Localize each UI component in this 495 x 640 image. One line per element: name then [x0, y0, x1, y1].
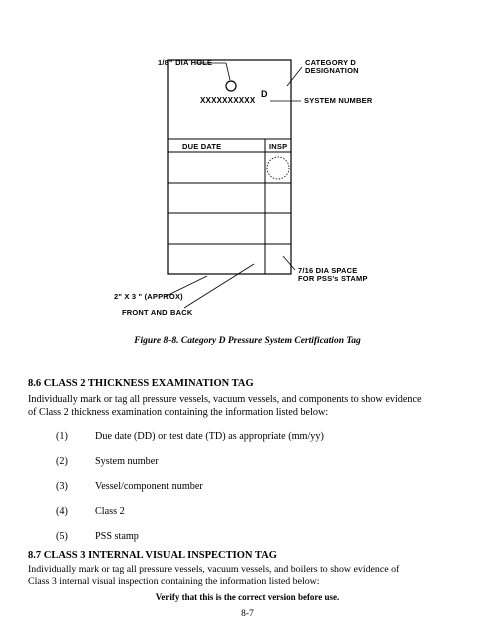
section-8-6-heading: 8.6 CLASS 2 THICKNESS EXAMINATION TAG	[28, 378, 254, 389]
front-back-leader	[184, 264, 254, 308]
list-item-text: System number	[95, 456, 159, 467]
list-item-number: (5)	[56, 531, 68, 542]
section-8-7-intro-line2: Class 3 internal visual inspection containing the information listed below:	[28, 576, 320, 587]
stamp-label-line1: 7/16 DIA SPACE	[298, 266, 358, 275]
stamp-label-line2: FOR PSS's STAMP	[298, 274, 368, 283]
category-leader	[287, 67, 302, 86]
category-label-line2: DESIGNATION	[305, 66, 359, 75]
list-item-number: (2)	[56, 456, 68, 467]
list-item-text: PSS stamp	[95, 531, 139, 542]
category-letter: D	[261, 89, 268, 99]
front-back-label: FRONT AND BACK	[122, 308, 193, 317]
stamp-circle	[267, 157, 289, 179]
verify-version-notice: Verify that this is the correct version before use.	[155, 592, 340, 602]
hole-label: 1/8" DIA HOLE	[158, 58, 213, 67]
size-label: 2" X 3 " (APPROX)	[114, 292, 183, 301]
list-item-text: Vessel/component number	[95, 481, 203, 492]
section-8-7-heading: 8.7 CLASS 3 INTERNAL VISUAL INSPECTION TAG	[28, 550, 277, 561]
system-number-placeholder: XXXXXXXXXX	[200, 96, 256, 105]
section-8-6-intro-line1: Individually mark or tag all pressure vessels, vacuum vessels, and components to show evidence	[28, 394, 422, 405]
tag-outline	[168, 60, 291, 274]
system-number-label: SYSTEM NUMBER	[304, 96, 373, 105]
section-8-6-intro-line2: of Class 2 thickness examination containing the information listed below:	[28, 407, 329, 418]
hole-leader	[226, 63, 230, 80]
hole-circle	[226, 81, 236, 91]
page-number: 8-7	[241, 609, 254, 619]
due-date-header: DUE DATE	[182, 142, 222, 151]
list-item-text: Due date (DD) or test date (TD) as appropriate (mm/yy)	[95, 431, 324, 442]
list-item-number: (3)	[56, 481, 68, 492]
list-item-text: Class 2	[95, 506, 125, 517]
figure-caption: Figure 8-8. Category D Pressure System Certification Tag	[134, 336, 361, 346]
category-label-line1: CATEGORY D	[305, 58, 357, 67]
section-8-7-intro-line1: Individually mark or tag all pressure vessels, vacuum vessels, and boilers to show evidence of	[28, 564, 400, 575]
list-item-number: (4)	[56, 506, 68, 517]
list-item-number: (1)	[56, 431, 68, 442]
stamp-leader	[283, 256, 295, 270]
insp-header: INSP	[269, 142, 288, 151]
